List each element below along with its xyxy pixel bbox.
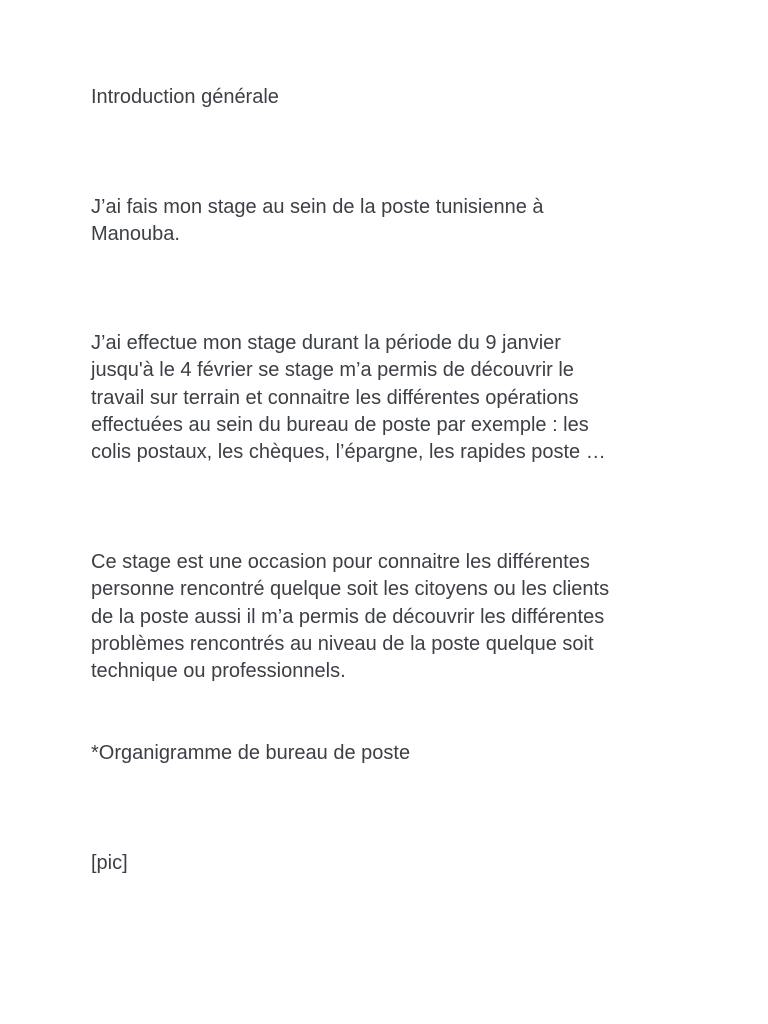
paragraph-line: problèmes rencontrés au niveau de la poste quelque soit xyxy=(91,632,594,655)
paragraph-line: de la poste aussi il m’a permis de découvrir les différentes xyxy=(91,605,605,628)
paragraph-line: travail sur terrain et connaitre les différentes opérations xyxy=(91,386,579,409)
organigramme-heading-text: *Organigramme de bureau de poste xyxy=(91,742,411,764)
picture-placeholder xyxy=(91,850,681,877)
picture-placeholder-text: [pic] xyxy=(91,852,128,874)
paragraph-line: J’ai fais mon stage au sein de la poste tunisienne à xyxy=(91,196,544,218)
title-text: Introduction générale xyxy=(91,86,279,108)
paragraph-line: personne rencontré quelque soit les citoyens ou les clients xyxy=(91,578,610,601)
paragraph-line: jusqu'à le 4 février se stage m’a permis de découvrir le xyxy=(91,359,574,382)
paragraph-line: colis postaux, les chèques, l’épargne, les rapides poste … xyxy=(91,441,606,464)
paragraph-internship-purpose xyxy=(91,549,681,685)
section-title xyxy=(91,84,681,111)
paragraph-line: effectuées au sein du bureau de poste par exemple : les xyxy=(91,413,589,436)
paragraph-line: Ce stage est une occasion pour connaitre les différentes xyxy=(91,551,590,573)
paragraph-line: Manouba. xyxy=(91,223,180,246)
organigramme-heading xyxy=(91,740,681,767)
paragraph-internship-period xyxy=(91,330,681,466)
paragraph-internship-location xyxy=(91,194,681,249)
paragraph-line: technique ou professionnels. xyxy=(91,660,346,683)
paragraph-line: J’ai effectue mon stage durant la période du 9 janvier xyxy=(91,332,561,354)
